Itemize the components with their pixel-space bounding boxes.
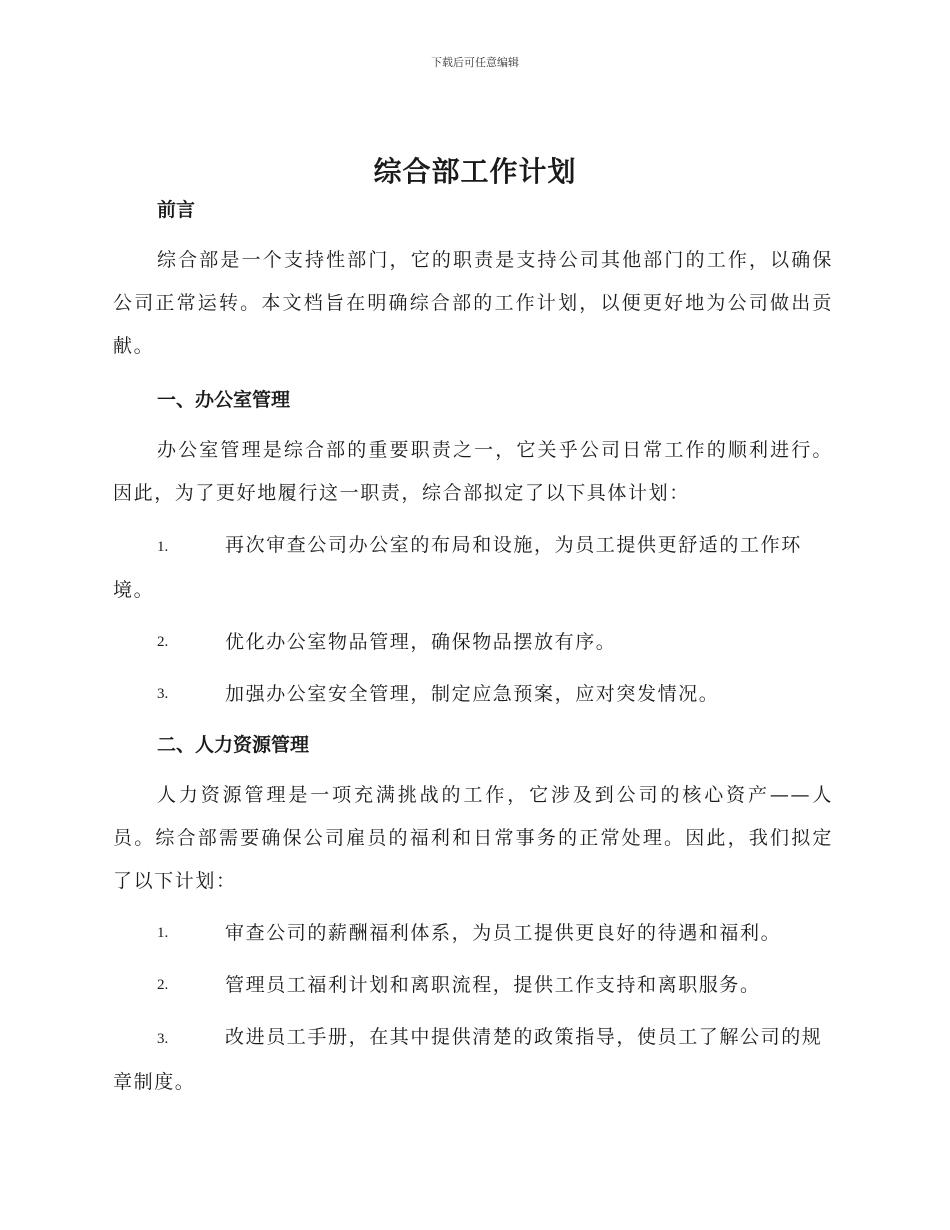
list-item xyxy=(113,1016,833,1104)
section-heading-office: 一、办公室管理 xyxy=(157,389,291,411)
document-title: 综合部工作计划 xyxy=(373,155,577,188)
list-item-text: 优化办公室物品管理，确保物品摆放有序。 xyxy=(225,631,617,653)
list-item-number: 3. xyxy=(157,1031,169,1047)
list-item xyxy=(113,673,833,716)
list-item xyxy=(113,524,833,612)
list-item-number: 3. xyxy=(157,686,169,702)
list-item-text: 改进员工手册，在其中提供清楚的政策指导，使员工了解公司的规章制度。 xyxy=(113,1026,823,1093)
list-item-text: 再次审查公司办公室的布局和设施，为员工提供更舒适的工作环境。 xyxy=(113,534,802,601)
list-item xyxy=(113,621,833,664)
document-body xyxy=(113,190,833,1104)
list-item-text: 管理员工福利计划和离职流程，提供工作支持和离职服务。 xyxy=(225,974,761,996)
list-item-number: 2. xyxy=(157,977,169,993)
list-item-number: 1. xyxy=(157,539,169,555)
preface-paragraph: 综合部是一个支持性部门，它的职责是支持公司其他部门的工作，以确保公司正常运转。本文档旨在明确综合部的工作计划，以便更好地为公司做出贡献。 xyxy=(113,249,833,357)
office-paragraph: 办公室管理是综合部的重要职责之一，它关乎公司日常工作的顺利进行。因此，为了更好地履行这一职责，综合部拟定了以下具体计划： xyxy=(113,439,833,504)
list-item xyxy=(113,964,833,1007)
list-item-number: 1. xyxy=(157,925,169,941)
section-heading-hr: 二、人力资源管理 xyxy=(157,734,310,756)
section-heading-preface: 前言 xyxy=(157,199,196,221)
header-note: 下载后可任意编辑 xyxy=(431,56,519,69)
hr-paragraph: 人力资源管理是一项充满挑战的工作，它涉及到公司的核心资产——人员。综合部需要确保公司雇员的福利和日常事务的正常处理。因此，我们拟定了以下计划： xyxy=(113,784,833,892)
list-item xyxy=(113,912,833,955)
list-item-text: 审查公司的薪酬福利体系，为员工提供更良好的待遇和福利。 xyxy=(225,922,782,944)
list-item-number: 2. xyxy=(157,634,169,650)
list-item-text: 加强办公室安全管理，制定应急预案，应对突发情况。 xyxy=(225,683,720,705)
